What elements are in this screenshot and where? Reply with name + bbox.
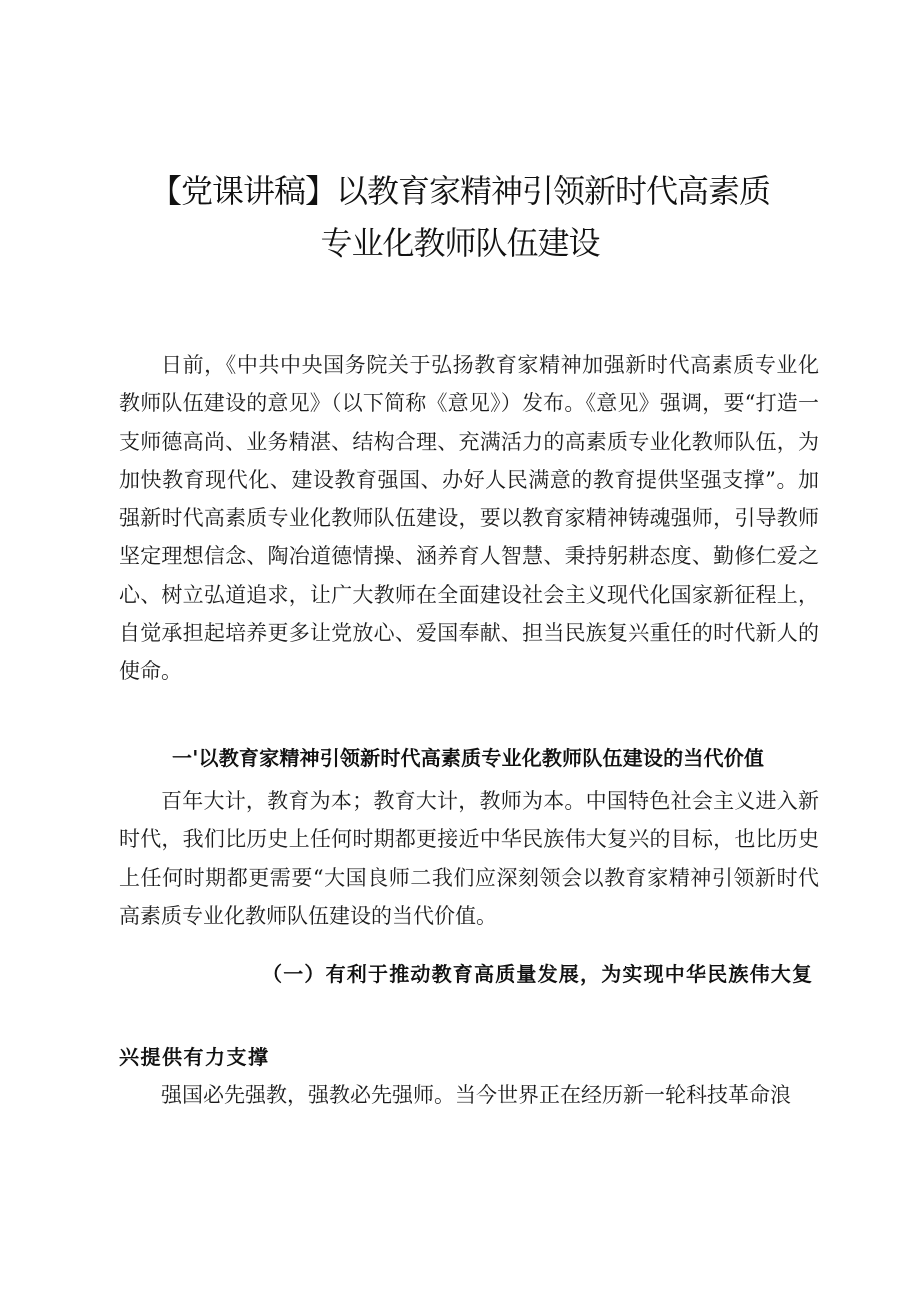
paragraph-subsection-1: 强国必先强教，强教必先强师。当今世界正在经历新一轮科技革命浪 (161, 1083, 791, 1107)
paragraph-section-1: 百年大计，教育为本；教育大计，教师为本。中国特色社会主义进入新时代，我们比历史上任何时期都更接近中华民族伟大复兴的目标，也比历史上任何时期都更需要“大国良师二我们应深刻领会以教育家精神引领新时代高素质专业化教师队伍建设的当代价值。 (119, 789, 819, 928)
document-title-line-1: 【党课讲稿】以教育家精神引领新时代高素质 (149, 172, 770, 210)
subsection-heading-1-line-1: （一）有利于推动教育高质量发展，为实现中华民族伟大复 (262, 962, 814, 986)
document-title-line-2: 专业化教师队伍建设 (320, 224, 600, 262)
subsection-heading-1-line-2: 兴提供有力支撑 (119, 1045, 270, 1069)
section-heading-1: 一'以教育家精神引领新时代高素质专业化教师队伍建设的当代价值 (172, 746, 765, 770)
paragraph-intro: 日前，《中共中央国务院关于弘扬教育家精神加强新时代高素质专业化教师队伍建设的意见》（以下简称《意见》）发布。《意见》强调，要“打造一支师德高尚、业务精湛、结构合理、充满活力的高素质专业化教师队伍，为加快教育现代化、建设教育强国、办好人民满意的教育提供坚强支撑”。加强新时代高素质专业化教师队伍建设，要以教育家精神铸魂强师，引导教师坚定理想信念、陶冶道德情操、涵养育人智慧、秉持躬耕态度、勤修仁爱之心、树立弘道追求，让广大教师在全面建设社会主义现代化国家新征程上，自觉承担起培养更多让党放心、爱国奉献、担当民族复兴重任的时代新人的使命。 (119, 353, 819, 684)
